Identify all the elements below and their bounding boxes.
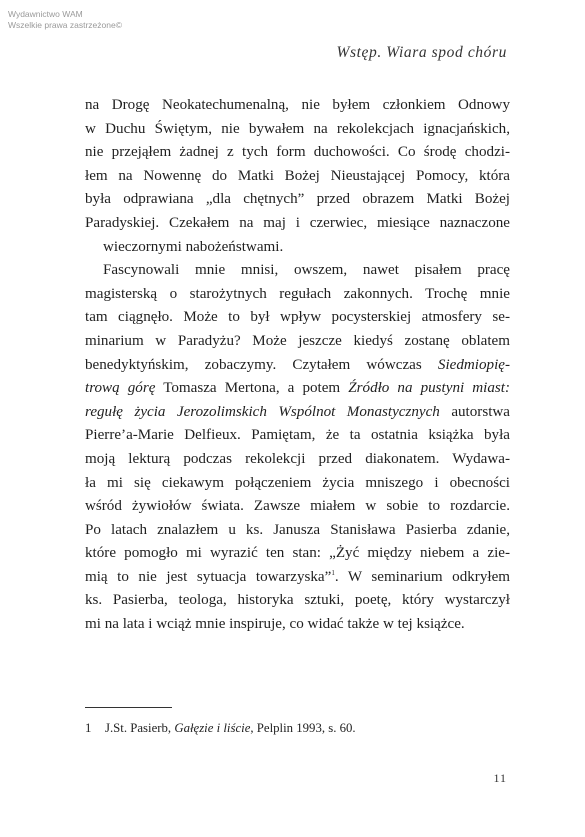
book-title-italic: Źródło na pustyni miast: [348, 380, 510, 397]
text-line: które pomogło mi wyrazić ten stan: „Żyć między niebem a zie- [85, 545, 510, 562]
text-line: minarium w Paradyżu? Może jeszcze kiedyś zostanę oblatem [85, 332, 510, 349]
text-line: wieczornymi nabożeństwami. [103, 238, 284, 255]
text-fragment: Tomasza Mertona, a potem [163, 380, 341, 397]
text-fragment: mią to nie jest sytuacja towarzyska” [85, 568, 332, 585]
footnote-title: Gałęzie i liście [174, 721, 251, 735]
footnote-reference: 1 [331, 568, 335, 577]
watermark-line-2: Wszelkie prawa zastrzeżone© [8, 20, 122, 30]
book-title-italic: regułę życia Jerozolimskich Wspólnot Monastycznych [85, 403, 440, 420]
text-line: ks. Pasierba, teologa, historyka sztuki, poetę, który wystarczył [85, 592, 510, 609]
text-fragment: . W seminarium odkryłem [334, 568, 511, 585]
text-line: Pierre’a-Marie Delfieux. Pamiętam, że ta ostatnia książka była [85, 427, 510, 444]
text-line: wśród żywiołów świata. Zawsze miałem w sobie to rozdarcie. [85, 498, 510, 515]
text-line [85, 377, 510, 401]
running-head: Wstęp. Wiara spod chóru [336, 44, 507, 61]
body-text [85, 94, 510, 637]
text-line: Paradyskiej. Czekałem na maj i czerwiec, miesiące naznaczone [85, 214, 510, 231]
text-line: ła mi się ciekawym połączeniem życia mniszego i obecności [85, 474, 510, 491]
footnote-author: J.St. Pasierb, [105, 721, 172, 735]
text-line: nie przejąłem żadnej z tych form duchowości. Co środę chodzi- [85, 144, 510, 161]
text-line: magisterską o starożytnych regułach zakonnych. Trochę mnie [85, 285, 510, 302]
footnote-details: , Pelplin 1993, s. 60. [250, 721, 356, 735]
text-line: łem na Nowennę do Matki Bożej Nieustającej Pomocy, która [85, 167, 510, 184]
text-line: Po latach znalazłem u ks. Janusza Stanisława Pasierba zdanie, [85, 521, 510, 538]
text-line [85, 401, 510, 425]
page-number: 11 [493, 771, 507, 785]
footnote-number: 1 [85, 721, 92, 735]
text-fragment: benedyktyńskim, zobaczymy. Czytałem wówczas [85, 356, 422, 373]
publisher-watermark [8, 9, 122, 31]
text-line: Fascynowali mnie mnisi, owszem, nawet pisałem pracę [103, 262, 510, 279]
text-line: w Duchu Świętym, nie bywałem na rekolekcjach ignacjańskich, [85, 120, 510, 137]
text-line [85, 566, 510, 590]
text-line: tam ciągnęło. Może to był wpływ pocysterskiej atmosfery se- [85, 309, 510, 326]
text-fragment: autorstwa [451, 403, 510, 420]
watermark-line-1: Wydawnictwo WAM [8, 9, 83, 19]
footnote-divider [85, 707, 172, 708]
text-line: moją lekturą podczas rekolekcji przed diakonatem. Wydawa- [85, 450, 510, 467]
text-line: na Drogę Neokatechumenalną, nie byłem członkiem Odnowy [85, 97, 510, 113]
text-line [85, 354, 510, 378]
text-line: mi na lata i wciąż mnie inspiruje, co widać także w tej książce. [85, 616, 465, 633]
book-title-italic: Siedmiopię- [437, 356, 510, 373]
book-title-italic: trową górę [85, 380, 156, 397]
footnote [85, 721, 356, 736]
text-line: była odprawiana „dla chętnych” przed obrazem Matki Bożej [85, 191, 510, 208]
